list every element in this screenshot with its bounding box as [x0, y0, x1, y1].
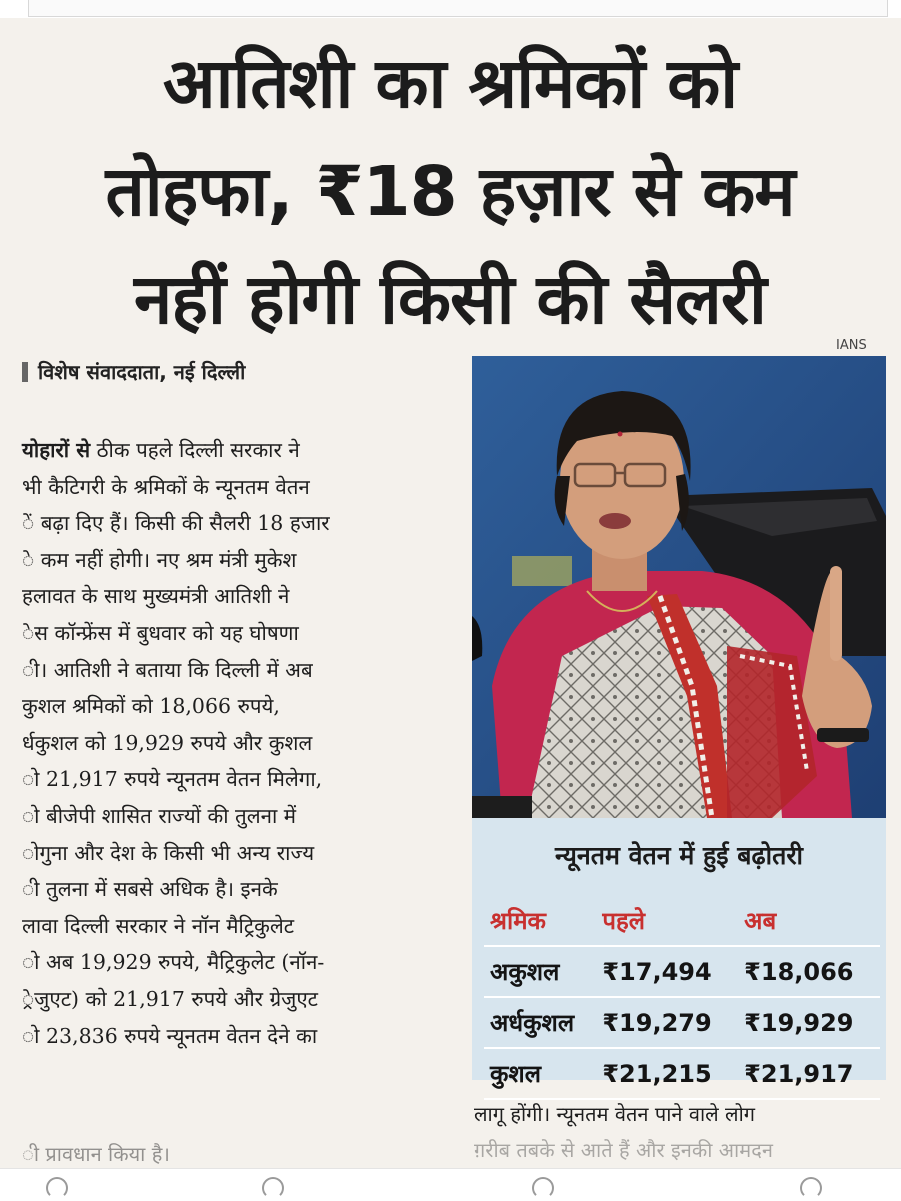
photo-illustration — [472, 356, 886, 818]
table-row — [484, 1048, 880, 1099]
article-line: ें बढ़ा दिए हैं। किसी की सैलरी 18 हजार — [22, 511, 330, 536]
wage-before: ₹19,279 — [596, 997, 738, 1048]
table-row — [484, 946, 880, 997]
byline-text: विशेष संवाददाता, नई दिल्ली — [38, 360, 246, 384]
headline-line-2: तोहफा, ₹18 हज़ार से कम — [105, 152, 795, 232]
article-line — [22, 432, 440, 469]
article-body — [22, 432, 440, 1054]
wage-now: ₹19,929 — [738, 997, 880, 1048]
article-line: ोगुना और देश के किसी भी अन्य राज्य — [22, 840, 315, 865]
article-line: ो 21,917 रुपये न्यूनतम वेतन मिलेगा, — [22, 767, 323, 792]
wage-box-title: न्यूनतम वेतन में हुई बढ़ोतरी — [554, 841, 804, 870]
article-line: कुशल श्रमिकों को 18,066 रुपये, — [22, 694, 280, 719]
byline-bar — [22, 362, 28, 382]
headline — [20, 30, 880, 354]
wage-now: ₹21,917 — [738, 1048, 880, 1099]
top-frame — [28, 0, 888, 17]
article-line: लावा दिल्ली सरकार ने नॉन मैट्रिकुलेट — [22, 913, 295, 938]
byline — [22, 358, 245, 385]
article-line: ो अब 19,929 रुपये, मैट्रिकुलेट (नॉन- — [22, 950, 325, 975]
continued-line-1: लागू होंगी। न्यूनतम वेतन पाने वाले लोग — [474, 1102, 756, 1126]
article-line: ेस कॉन्फ्रेंस में बुधवार को यह घोषणा — [22, 620, 299, 645]
continued-article-text — [474, 1096, 886, 1168]
article-line: भी कैटिगरी के श्रमिकों के न्यूनतम वेतन — [22, 474, 310, 499]
comment-icon[interactable] — [262, 1177, 284, 1199]
photo-credit: IANS — [836, 338, 867, 353]
continued-line-2: ग़रीब तबके से आते हैं और इनकी आमदन — [474, 1138, 773, 1162]
worker-category: अकुशल — [484, 946, 596, 997]
like-icon[interactable] — [46, 1177, 68, 1199]
wage-table-header — [484, 898, 880, 946]
headline-line-3: नहीं होगी किसी की सैलरी — [134, 260, 766, 340]
share-icon[interactable] — [532, 1177, 554, 1199]
column-header-worker: श्रमिक — [484, 898, 596, 946]
article-cut-line: ी प्रावधान किया है। — [22, 1142, 170, 1166]
press-conference-photo — [472, 356, 886, 818]
wage-increase-box — [472, 818, 886, 1088]
column-header-now: अब — [738, 898, 880, 946]
article-line: र्धकुशल को 19,929 रुपये और कुशल — [22, 730, 313, 755]
bottom-action-bar — [0, 1168, 901, 1201]
article-line-text: ठीक पहले दिल्ली सरकार ने — [90, 438, 300, 462]
article-line: ो बीजेपी शासित राज्यों की तुलना में — [22, 803, 297, 828]
article-line: ी। आतिशी ने बताया कि दिल्ली में अब — [22, 657, 313, 682]
wage-before: ₹21,215 — [596, 1048, 738, 1099]
article-line: ी तुलना में सबसे अधिक है। इनके — [22, 877, 278, 902]
wage-table — [484, 898, 880, 1100]
column-header-before: पहले — [596, 898, 738, 946]
article-lead: योहारों से — [22, 438, 91, 462]
article-line: हलावत के साथ मुख्यमंत्री आतिशी ने — [22, 584, 290, 609]
worker-category: अर्धकुशल — [484, 997, 596, 1048]
worker-category: कुशल — [484, 1048, 596, 1099]
article-line: े कम नहीं होगी। नए श्रम मंत्री मुकेश — [22, 547, 297, 572]
article-line: ो 23,836 रुपये न्यूनतम वेतन देने का — [22, 1023, 318, 1048]
wage-now: ₹18,066 — [738, 946, 880, 997]
table-row — [484, 997, 880, 1048]
wage-before: ₹17,494 — [596, 946, 738, 997]
send-icon[interactable] — [800, 1177, 822, 1199]
article-line: ्रेजुएट) को 21,917 रुपये और ग्रेजुएट — [22, 986, 319, 1011]
headline-line-1: आतिशी का श्रमिकों को — [162, 44, 738, 124]
